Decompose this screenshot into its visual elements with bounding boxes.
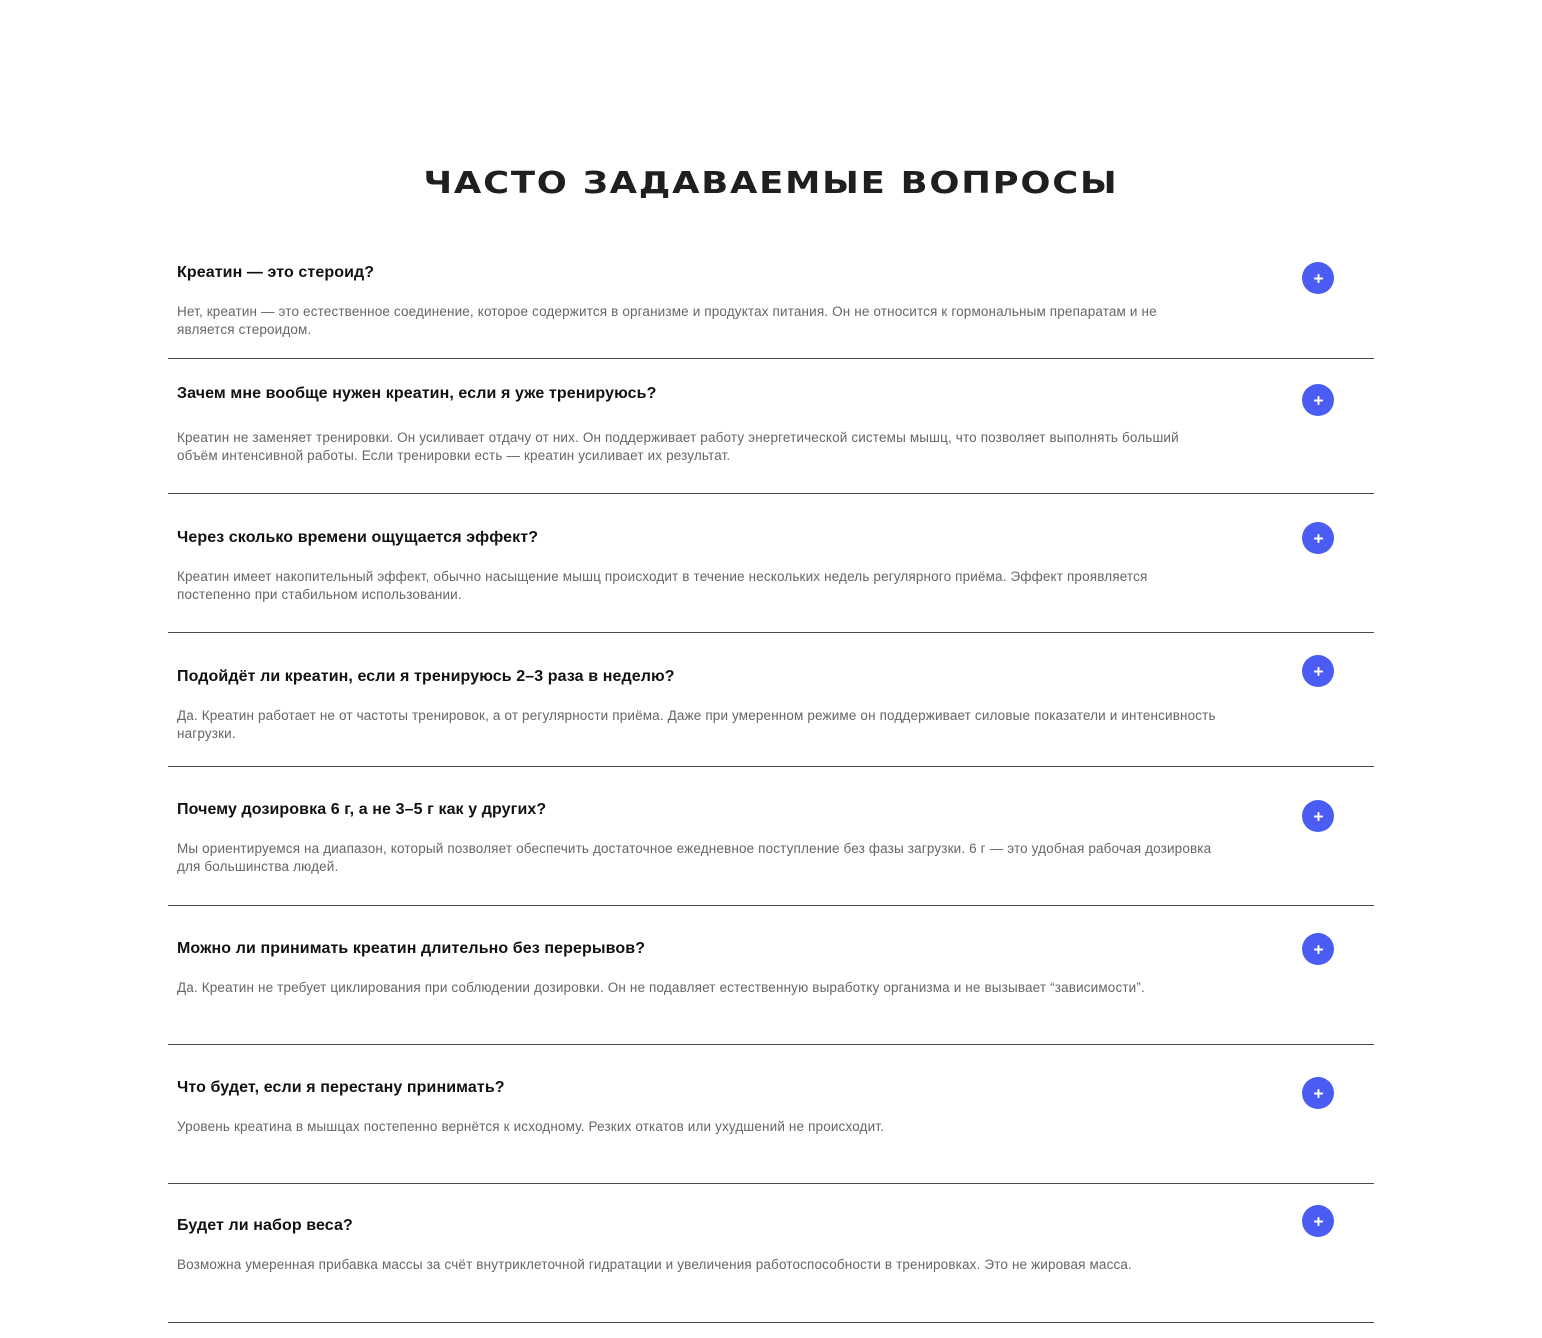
faq-toggle-button[interactable] xyxy=(1302,655,1334,687)
faq-question[interactable]: Подойдёт ли креатин, если я тренируюсь 2–3 раза в неделю? xyxy=(177,668,675,685)
faq-item xyxy=(168,906,1374,1045)
faq-item xyxy=(168,359,1374,494)
faq-toggle-button[interactable] xyxy=(1302,1077,1334,1109)
plus-icon xyxy=(1314,667,1323,676)
plus-icon xyxy=(1314,1089,1323,1098)
faq-item xyxy=(168,494,1374,633)
faq-item xyxy=(168,633,1374,767)
faq-question[interactable]: Будет ли набор веса? xyxy=(177,1217,353,1234)
faq-item xyxy=(168,767,1374,906)
divider xyxy=(168,1322,1374,1323)
faq-question[interactable]: Через сколько времени ощущается эффект? xyxy=(177,529,539,546)
faq-toggle-button[interactable] xyxy=(1302,522,1334,554)
faq-toggle-button[interactable] xyxy=(1302,1205,1334,1237)
plus-icon xyxy=(1314,945,1323,954)
faq-answer: Креатин имеет накопительный эффект, обычно насыщение мышц происходит в течение нескольких недель регулярного приёма. Эффект проявляется постепенно при стабильном использовании. xyxy=(177,569,1148,602)
faq-toggle-button[interactable] xyxy=(1302,933,1334,965)
plus-icon xyxy=(1314,812,1323,821)
faq-answer: Да. Креатин не требует циклирования при соблюдении дозировки. Он не подавляет естественную выработку организма и не вызывает “зависимости”. xyxy=(177,980,1145,995)
faq-answer: Нет, креатин — это естественное соединение, которое содержится в организме и продуктах питания. Он не относится к гормональным препаратам и не является стероидом. xyxy=(177,304,1157,337)
faq-answer: Уровень креатина в мышцах постепенно вернётся к исходному. Резких откатов или ухудшений не происходит. xyxy=(177,1119,885,1134)
faq-toggle-button[interactable] xyxy=(1302,800,1334,832)
faq-question[interactable]: Что будет, если я перестану принимать? xyxy=(177,1079,505,1096)
faq-answer: Креатин не заменяет тренировки. Он усиливает отдачу от них. Он поддерживает работу энергетической системы мышц, что позволяет выполнять больший объём интенсивной работы. Если тренировки есть — креатин усиливает их результат. xyxy=(177,430,1179,463)
faq-question[interactable]: Зачем мне вообще нужен креатин, если я уже тренируюсь? xyxy=(177,385,657,402)
plus-icon xyxy=(1314,534,1323,543)
plus-icon xyxy=(1314,274,1323,283)
faq-toggle-button[interactable] xyxy=(1302,262,1334,294)
faq-toggle-button[interactable] xyxy=(1302,384,1334,416)
faq-answer: Мы ориентируемся на диапазон, который позволяет обеспечить достаточное ежедневное поступление без фазы загрузки. 6 г — это удобная рабочая дозировка для большинства людей. xyxy=(177,841,1212,874)
plus-icon xyxy=(1314,396,1323,405)
page-title: ЧАСТО ЗАДАВАЕМЫЕ ВОПРОСЫ xyxy=(423,166,1119,201)
faq-answer: Да. Креатин работает не от частоты тренировок, а от регулярности приёма. Даже при умеренном режиме он поддерживает силовые показатели и интенсивность нагрузки. xyxy=(177,708,1216,741)
faq-item xyxy=(168,248,1374,359)
faq-question[interactable]: Почему дозировка 6 г, а не 3–5 г как у других? xyxy=(177,801,547,818)
faq-item xyxy=(168,1045,1374,1184)
faq-item xyxy=(168,1184,1374,1323)
plus-icon xyxy=(1314,1217,1323,1226)
faq-question[interactable]: Можно ли принимать креатин длительно без перерывов? xyxy=(177,940,646,957)
faq-question[interactable]: Креатин — это стероид? xyxy=(177,264,375,281)
faq-answer: Возможна умеренная прибавка массы за счёт внутриклеточной гидратации и увеличения работоспособности в тренировках. Это не жировая масса. xyxy=(177,1257,1132,1272)
